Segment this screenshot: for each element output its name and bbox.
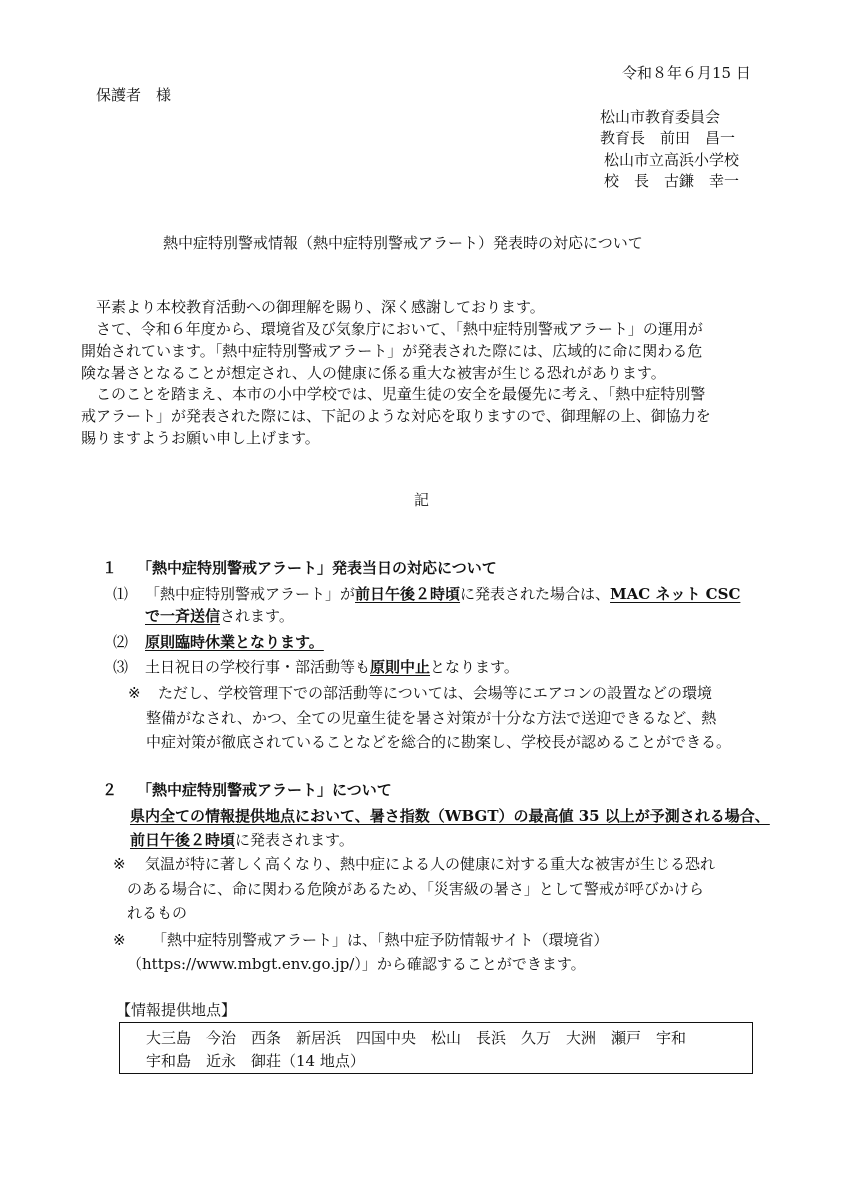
document-title: 熱中症特別警戒情報（熱中症特別警戒アラート）発表時の対応について [163,234,643,252]
section2-number: ２ [102,781,118,799]
intro-line: 開始されています。「熱中症特別警戒アラート」が発表された際には、広域的に命に関わる危 [81,342,703,360]
item1-line2 [145,605,294,627]
intro-line: このことを踏まえ、本市の小中学校では、児童生徒の安全を最優先に考え、「熱中症特別警 [96,385,706,403]
recipient-line: 保護者 様 [96,86,172,104]
item2-mark: ⑵ [113,633,129,651]
section1-note-line: 中症対策が徹底されていることなどを総合的に勘案し、学校長が認めることができる。 [146,733,732,751]
section1-heading: 「熱中症特別警戒アラート」発表当日の対応について [137,559,497,577]
item1-emphasis-time: 前日午後２時頃 [355,585,461,603]
item1-text: 「熱中症特別警戒アラート」が [145,585,356,603]
item1-mark: ⑴ [113,585,129,603]
intro-line: 戒アラート」が発表された際には、下記のような対応を取りますので、御理解の上、御協力を [81,407,711,425]
locations-line: 大三島 今治 西条 新居浜 四国中央 松山 長浜 久万 大洲 瀬戸 宇和 [146,1029,687,1047]
locations-line: 宇和島 近永 御荘（14 地点） [146,1052,365,1070]
sender-school: 松山市立高浜小学校 [604,151,740,169]
section1-note-line: 整備がなされ、かつ、全ての児童生徒を暑さ対策が十分な方法で送迎できるなど、熱 [146,709,717,727]
item3-text: となります。 [430,658,519,676]
item1-line1 [145,583,740,605]
section2-line2 [130,829,354,851]
sender-organization: 松山市教育委員会 [600,108,721,126]
locations-label: 【情報提供地点】 [116,1001,237,1019]
item1-text: に発表された場合は、 [460,585,611,603]
intro-line: 平素より本校教育活動への御理解を賜り、深く感謝しております。 [96,298,545,316]
section2-emphasis-time: 前日午後２時頃 [130,831,236,849]
item1-emphasis-broadcast: で一斉送信 [145,607,221,625]
section2-note1-line: れるもの [127,904,188,922]
section2-note2-line: 「熱中症特別警戒アラート」は、「熱中症予防情報サイト（環境省） [152,931,609,949]
section1-number: １ [102,559,118,577]
section1-note-mark: ※ [128,684,141,702]
item3-mark: ⑶ [113,658,129,676]
sender-principal: 校 長 古鎌 幸一 [604,172,740,190]
item3-emphasis: 原則中止 [370,658,431,676]
section1-note-line: ただし、学校管理下での部活動等については、会場等にエアコンの設置などの環境 [158,684,712,702]
section2-text: に発表されます。 [235,831,354,849]
section2-note2-line: （https://www.mbgt.env.go.jp/）」から確認することができます。 [127,955,586,973]
section2-note1-line: のある場合に、命に関わる危険があるため、「災害級の暑さ」として警戒が呼びかけら [127,880,704,898]
item1-text: されます。 [220,607,294,625]
section2-note2-mark: ※ [113,931,126,949]
sender-superintendent: 教育長 前田 昌一 [600,129,736,147]
item3-line [145,656,519,678]
item2-emphasis: 原則臨時休業となります。 [145,633,324,651]
section2-emphasis-line: 県内全ての情報提供地点において、暑さ指数（WBGT）の最高値 35 以上が予測される場合、 [130,807,770,825]
intro-line: 険な暑さとなることが想定され、人の健康に係る重大な被害が生じる恐れがあります。 [81,364,666,382]
ki-mark: 記 [414,491,430,509]
section2-note1-line: 気温が特に著しく高くなり、熱中症による人の健康に対する重大な被害が生じる恐れ [145,855,716,873]
item3-text: 土日祝日の学校行事・部活動等も [145,658,371,676]
section2-note1-mark: ※ [113,855,126,873]
section2-heading: 「熱中症特別警戒アラート」について [137,781,392,799]
document-date: 令和８年６月15 日 [622,64,751,82]
intro-line: さて、令和６年度から、環境省及び気象庁において、「熱中症特別警戒アラート」の運用が [96,320,703,338]
item1-emphasis-mac: MAC ネット CSC [610,585,741,603]
intro-line: 賜りますようお願い申し上げます。 [81,429,320,447]
